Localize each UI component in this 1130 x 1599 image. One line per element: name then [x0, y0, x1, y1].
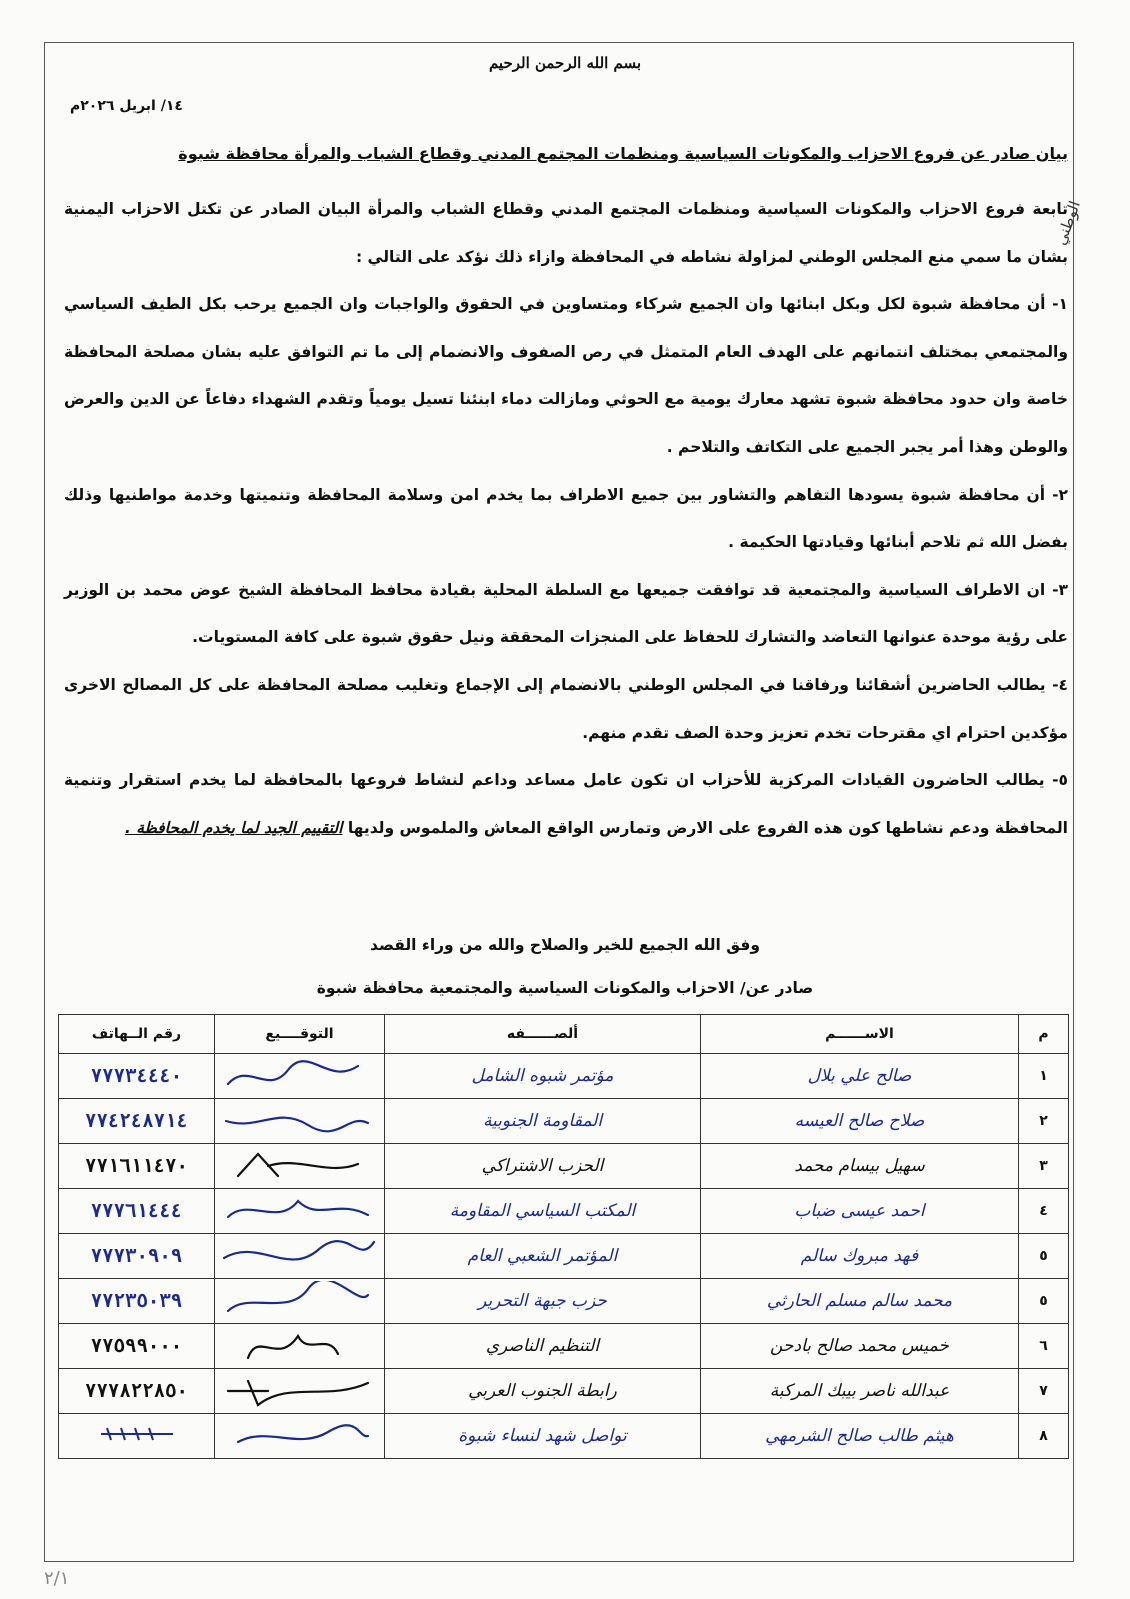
table-header-row	[59, 1015, 1069, 1054]
header-num: م	[1019, 1015, 1069, 1054]
handwritten-signature	[218, 1191, 378, 1231]
signatory-title: مؤتمر شبوه الشامل	[385, 1054, 701, 1099]
scribble-mark	[97, 1424, 177, 1444]
point-5-main: ٥- يطالب الحاضرون القيادات المركزية للأحزاب ان تكون عامل مساعد وداعم لنشاط فروعها بالمحافظة لما يخدم استقرار وتنمية المحافظة ودعم نشاطها كون هذه الفروع على الارض وتمارس الواقع المعاش والملموس ولديها	[64, 771, 1068, 837]
signature-cell	[215, 1279, 385, 1324]
table-row	[59, 1234, 1069, 1279]
document-date: ١٤/ ابريل ٢٠٢٦م	[70, 98, 183, 114]
signatory-name: عبدالله ناصر بيبك المركبة	[701, 1369, 1019, 1414]
margin-handwritten-note: الوطني	[1051, 198, 1084, 248]
statement-body	[64, 186, 1068, 852]
document-title: بيان صادر عن فروع الاحزاب والمكونات السياسية ومنظمات المجتمع المدني وقطاع الشباب والمرأة محافظة شبوة	[178, 144, 1068, 163]
row-number: ٥	[1019, 1279, 1069, 1324]
signature-cell	[215, 1234, 385, 1279]
phone-number	[59, 1414, 215, 1459]
point-5-tail: التقييم الجيد لما يخدم المحافظة .	[124, 818, 343, 837]
header-signature: التوقــــيع	[215, 1015, 385, 1054]
signatory-title: رابطة الجنوب العربي	[385, 1369, 701, 1414]
table-row	[59, 1369, 1069, 1414]
closing-prayer: وفق الله الجميع للخير والصلاح والله من وراء القصد	[369, 936, 760, 954]
point-4: ٤- يطالب الحاضرين أشقائنا ورفاقنا في المجلس الوطني بالانضمام إلى الإجماع وتغليب مصلحة المحافظة على كل المصالح الاخرى مؤكدين احترام اي مقترحات تخدم تعزيز وحدة الصف تقدم منهم.	[64, 675, 1068, 742]
row-number: ٤	[1019, 1189, 1069, 1234]
signature-cell	[215, 1414, 385, 1459]
page-number: ٢/١	[44, 1568, 70, 1589]
handwritten-signature	[218, 1281, 378, 1321]
point-1: ١- أن محافظة شبوة لكل وبكل ابنائها وان الجميع شركاء ومتساوين في الحقوق والواجبات وان الجميع يرحب بكل الطيف السياسي والمجتمعي بمختلف انتمانهم على الهدف العام المتمثل في رص الصفوف والانضمام إلى ما تم التوافق عليه بشان مصلحة المحافظة خاصة وان حدود محافظة شبوة تشهد معارك يومية مع الحوثي ومازالت دماء ابنئنا تسيل يومياً وتقدم الشهداء دفاعاً عن الدين والعرض والوطن وهذا أمر يجبر الجميع على التكاتف والتلاحم .	[64, 295, 1068, 456]
signatory-title: المكتب السياسي المقاومة	[385, 1189, 701, 1234]
signature-cell	[215, 1324, 385, 1369]
row-number: ٥	[1019, 1234, 1069, 1279]
phone-number: ٧٧١٦١١٤٧٠	[59, 1144, 215, 1189]
signature-cell	[215, 1189, 385, 1234]
table-row	[59, 1144, 1069, 1189]
phone-number: ٧٧٢٣٥٠٣٩	[59, 1279, 215, 1324]
table-row	[59, 1279, 1069, 1324]
handwritten-signature	[218, 1056, 378, 1096]
phone-number: ٧٧٧٦١٤٤٤	[59, 1189, 215, 1234]
header-title: ألصــــــفه	[385, 1015, 701, 1054]
signatory-name: صلاح صالح العيسه	[701, 1099, 1019, 1144]
phone-number: ٧٧٤٢٤٨٧١٤	[59, 1099, 215, 1144]
bismillah-header: بسم الله الرحمن الرحيم	[488, 54, 642, 72]
row-number: ٧	[1019, 1369, 1069, 1414]
table-row	[59, 1189, 1069, 1234]
signatory-title: حزب جبهة التحرير	[385, 1279, 701, 1324]
phone-number: ٧٧٥٩٩٠٠٠	[59, 1324, 215, 1369]
signatory-title: المؤتمر الشعبي العام	[385, 1234, 701, 1279]
phone-number: ٧٧٧٣٤٤٤٠	[59, 1054, 215, 1099]
signature-cell	[215, 1369, 385, 1414]
signature-cell	[215, 1054, 385, 1099]
signatory-title: الحزب الاشتراكي	[385, 1144, 701, 1189]
signatory-title: تواصل شهد لنساء شبوة	[385, 1414, 701, 1459]
signatory-name: سهيل بيسام محمد	[701, 1144, 1019, 1189]
row-number: ٦	[1019, 1324, 1069, 1369]
handwritten-signature	[218, 1101, 378, 1141]
signature-cell	[215, 1144, 385, 1189]
handwritten-signature	[218, 1326, 378, 1366]
handwritten-signature	[218, 1146, 378, 1186]
table-row	[59, 1054, 1069, 1099]
signatory-title: التنظيم الناصري	[385, 1324, 701, 1369]
point-3: ٣- ان الاطراف السياسية والمجتمعية قد توافقت جميعها مع السلطة المحلية بقيادة محافظ المحافظة الشيخ عوض محمد بن الوزير على رؤية موحدة عنوانها التعاضد والتشارك للحفاظ على المنجزات المحققة ونيل حقوق شبوة على كافة المستويات.	[64, 580, 1068, 647]
handwritten-signature	[218, 1371, 378, 1411]
table-row	[59, 1099, 1069, 1144]
signatory-name: محمد سالم مسلم الحارثي	[701, 1279, 1019, 1324]
phone-number: ٧٧٧٨٢٢٨٥٠	[59, 1369, 215, 1414]
row-number: ٢	[1019, 1099, 1069, 1144]
table-row	[59, 1414, 1069, 1459]
row-number: ٣	[1019, 1144, 1069, 1189]
signatory-name: فهد مبروك سالم	[701, 1234, 1019, 1279]
signatory-name: خميس محمد صالح بادحن	[701, 1324, 1019, 1369]
row-number: ٨	[1019, 1414, 1069, 1459]
handwritten-signature	[218, 1236, 378, 1276]
point-2: ٢- أن محافظة شبوة يسودها التفاهم والتشاور بين جميع الاطراف بما يخدم امن وسلامة المحافظة وتنميتها وخدمة مواطنيها وذلك بفضل الله ثم تلاحم أبنائها وقيادتها الحكيمة .	[64, 485, 1068, 552]
row-number: ١	[1019, 1054, 1069, 1099]
table-row	[59, 1324, 1069, 1369]
signatories-table	[58, 1014, 1069, 1459]
signatory-name: صالح علي بلال	[701, 1054, 1019, 1099]
closing-block	[0, 924, 1130, 1010]
signatory-title: المقاومة الجنوبية	[385, 1099, 701, 1144]
handwritten-signature	[218, 1416, 378, 1456]
issuer-line: صادر عن/ الاحزاب والمكونات السياسية والمجتمعية محافظة شبوة	[316, 979, 814, 997]
phone-number: ٧٧٧٣٠٩٠٩	[59, 1234, 215, 1279]
point-5	[64, 757, 1068, 852]
intro-paragraph: تابعة فروع الاحزاب والمكونات السياسية ومنظمات المجتمع المدني وقطاع الشباب والمرأة البيان الصادر عن تكتل الاحزاب اليمنية بشان ما سمي منع المجلس الوطني لمزاولة نشاطه في المحافظة وازاء ذلك نؤكد على التالي :	[64, 200, 1068, 266]
signatory-name: احمد عيسى ضباب	[701, 1189, 1019, 1234]
signatory-name: هيثم طالب صالح الشرمهي	[701, 1414, 1019, 1459]
header-name: الاســــــم	[701, 1015, 1019, 1054]
header-phone: رقم الــهاتف	[59, 1015, 215, 1054]
signature-cell	[215, 1099, 385, 1144]
